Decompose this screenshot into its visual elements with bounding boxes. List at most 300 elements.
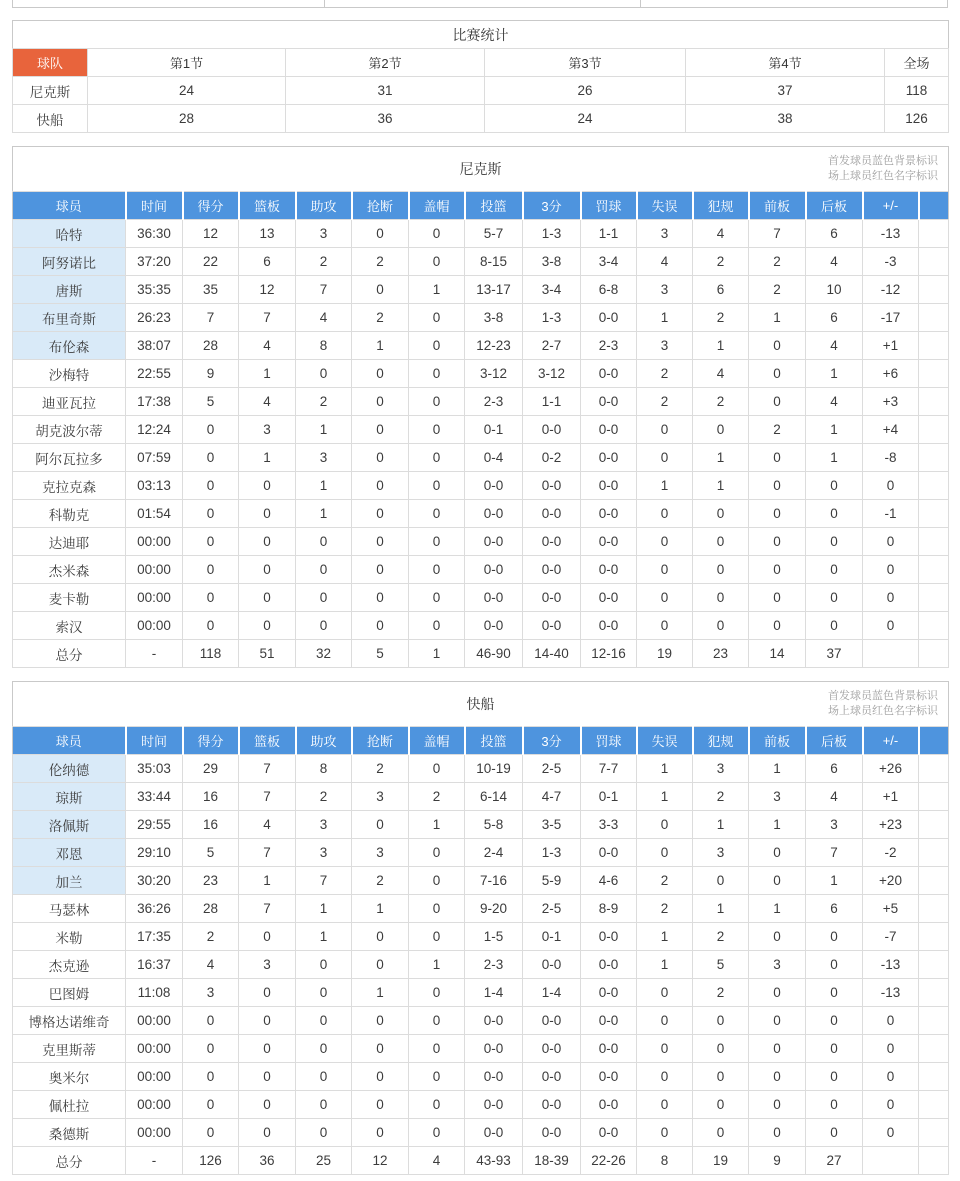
- stat-cell: 0: [637, 556, 693, 584]
- stat-cell: 0: [749, 1119, 806, 1147]
- starter-legend: [828, 154, 938, 184]
- stat-cell: 0-0: [581, 472, 637, 500]
- stat-cell: 0: [409, 839, 465, 867]
- stat-column-header: 罚球: [581, 192, 637, 220]
- stat-cell: 0: [806, 1035, 863, 1063]
- stat-cell: 0: [239, 472, 296, 500]
- team-column-header: 球队: [13, 49, 88, 77]
- stat-cell: 10: [806, 276, 863, 304]
- stat-column-header: +/-: [863, 192, 919, 220]
- stat-cell: 0: [352, 528, 409, 556]
- stat-cell: 0: [749, 923, 806, 951]
- stat-cell: 6-8: [581, 276, 637, 304]
- stat-cell: 7-7: [581, 755, 637, 783]
- stat-cell: 0: [749, 332, 806, 360]
- stat-cell: 0: [749, 444, 806, 472]
- stat-cell: 1: [296, 472, 352, 500]
- player-name-cell: 巴图姆: [13, 979, 126, 1007]
- legend-line-2: 场上球员红色名字标识: [828, 170, 938, 182]
- stat-cell: 0: [749, 472, 806, 500]
- stat-cell: 1: [352, 979, 409, 1007]
- box-header-row: [13, 727, 949, 755]
- stat-cell: [863, 640, 919, 668]
- stat-cell: 0-0: [581, 584, 637, 612]
- spacer-cell: [919, 951, 949, 979]
- stat-cell: 0: [183, 416, 239, 444]
- stat-cell: 51: [239, 640, 296, 668]
- stat-cell: 0: [637, 612, 693, 640]
- stat-cell: 0: [693, 500, 749, 528]
- stat-cell: 0: [296, 1063, 352, 1091]
- stat-column-header: 篮板: [239, 727, 296, 755]
- stat-cell: 0: [863, 528, 919, 556]
- stat-column-header: 得分: [183, 192, 239, 220]
- stat-cell: 1-4: [465, 979, 523, 1007]
- stat-cell: 14: [749, 640, 806, 668]
- stat-cell: +20: [863, 867, 919, 895]
- stat-cell: 2: [693, 248, 749, 276]
- player-name-cell: 伦纳德: [13, 755, 126, 783]
- stat-cell: 23: [693, 640, 749, 668]
- spacer-cell: [919, 444, 949, 472]
- quarter-score-cell: 38: [686, 105, 885, 133]
- stat-cell: 1: [239, 444, 296, 472]
- stat-column-header: 时间: [126, 192, 183, 220]
- spacer-cell: [919, 556, 949, 584]
- stat-cell: 0: [749, 528, 806, 556]
- stat-cell: 0: [183, 1007, 239, 1035]
- stat-cell: 0-1: [465, 416, 523, 444]
- stat-cell: 1-1: [581, 220, 637, 248]
- stat-cell: 3: [296, 811, 352, 839]
- stat-cell: 16: [183, 811, 239, 839]
- stat-cell: 0: [693, 528, 749, 556]
- stat-cell: -2: [863, 839, 919, 867]
- stat-cell: 3-4: [523, 276, 581, 304]
- quarter-stats-row: [13, 77, 949, 105]
- stat-cell: 22-26: [581, 1147, 637, 1175]
- stat-cell: 0-0: [581, 1007, 637, 1035]
- stat-cell: 7: [239, 783, 296, 811]
- player-name-cell: 杰米森: [13, 556, 126, 584]
- stat-cell: 2-5: [523, 755, 581, 783]
- stat-cell: 0: [239, 500, 296, 528]
- stat-cell: 03:13: [126, 472, 183, 500]
- spacer-cell: [919, 783, 949, 811]
- stat-cell: -1: [863, 500, 919, 528]
- stat-cell: +3: [863, 388, 919, 416]
- spacer-cell: [919, 1063, 949, 1091]
- stat-cell: 0-0: [581, 951, 637, 979]
- stat-cell: 0-0: [581, 1035, 637, 1063]
- stat-cell: 6-14: [465, 783, 523, 811]
- player-row: [13, 416, 949, 444]
- spacer-cell: [919, 248, 949, 276]
- stat-cell: 0: [409, 1119, 465, 1147]
- stat-cell: 1: [693, 895, 749, 923]
- stat-cell: 3: [693, 755, 749, 783]
- stat-cell: +23: [863, 811, 919, 839]
- stat-cell: 0: [637, 1119, 693, 1147]
- stat-cell: 0: [749, 500, 806, 528]
- stat-cell: -3: [863, 248, 919, 276]
- spacer-cell: [919, 276, 949, 304]
- player-name-cell: 布里奇斯: [13, 304, 126, 332]
- stat-cell: 3: [637, 276, 693, 304]
- stat-cell: 3: [693, 839, 749, 867]
- stat-cell: 0-0: [581, 1091, 637, 1119]
- player-row: [13, 612, 949, 640]
- player-row: [13, 1091, 949, 1119]
- stat-cell: -13: [863, 979, 919, 1007]
- player-name-cell: 奥米尔: [13, 1063, 126, 1091]
- stat-cell: 0: [183, 612, 239, 640]
- team-name-cell: 尼克斯: [13, 77, 88, 105]
- stat-cell: 0: [806, 951, 863, 979]
- stat-cell: 16:37: [126, 951, 183, 979]
- stat-cell: 1: [806, 867, 863, 895]
- total-label-cell: 总分: [13, 640, 126, 668]
- stat-cell: 0: [806, 472, 863, 500]
- stat-cell: 3: [183, 979, 239, 1007]
- stat-cell: 0-1: [523, 923, 581, 951]
- stat-cell: 3: [352, 839, 409, 867]
- spacer-cell: [919, 220, 949, 248]
- stat-cell: -7: [863, 923, 919, 951]
- stat-cell: 0: [806, 556, 863, 584]
- spacer-cell: [919, 895, 949, 923]
- stat-cell: 0-0: [523, 584, 581, 612]
- stat-cell: 0: [863, 1119, 919, 1147]
- spacer-cell: [919, 1007, 949, 1035]
- box-header-row: [13, 192, 949, 220]
- stat-cell: 16: [183, 783, 239, 811]
- stat-cell: 00:00: [126, 1119, 183, 1147]
- stat-cell: 8-15: [465, 248, 523, 276]
- stat-cell: 0: [352, 1091, 409, 1119]
- stat-cell: 1: [806, 444, 863, 472]
- stat-cell: 5: [183, 388, 239, 416]
- stat-cell: 28: [183, 332, 239, 360]
- stat-cell: 0: [409, 584, 465, 612]
- player-row: [13, 1119, 949, 1147]
- stat-cell: 2: [693, 388, 749, 416]
- stat-cell: 0: [637, 500, 693, 528]
- stat-cell: 3: [239, 951, 296, 979]
- stat-cell: 6: [806, 304, 863, 332]
- stat-column-header: 得分: [183, 727, 239, 755]
- player-row: [13, 1063, 949, 1091]
- stat-cell: 1-1: [523, 388, 581, 416]
- stat-cell: 46-90: [465, 640, 523, 668]
- stat-cell: +4: [863, 416, 919, 444]
- player-row: [13, 923, 949, 951]
- spacer-cell: [919, 388, 949, 416]
- stat-cell: 3: [296, 444, 352, 472]
- stat-cell: 0: [239, 1091, 296, 1119]
- stat-cell: 1: [749, 895, 806, 923]
- stat-cell: 0-0: [523, 1091, 581, 1119]
- stat-cell: 0-0: [465, 584, 523, 612]
- stat-cell: 0: [749, 1007, 806, 1035]
- stat-cell: 0-0: [581, 416, 637, 444]
- stat-cell: 37:20: [126, 248, 183, 276]
- stat-cell: 0: [637, 1035, 693, 1063]
- stat-cell: 0: [409, 1007, 465, 1035]
- spacer-cell: [919, 1035, 949, 1063]
- stat-cell: 1: [637, 755, 693, 783]
- stat-cell: 2-4: [465, 839, 523, 867]
- stat-cell: 0: [296, 360, 352, 388]
- spacer-cell: [919, 640, 949, 668]
- spacer-cell: [919, 472, 949, 500]
- stat-column-header: 3分: [523, 727, 581, 755]
- stat-cell: 0: [637, 584, 693, 612]
- stat-cell: 13: [239, 220, 296, 248]
- stat-cell: 7: [296, 276, 352, 304]
- player-row: [13, 783, 949, 811]
- stat-cell: 6: [806, 755, 863, 783]
- spacer-cell: [919, 1119, 949, 1147]
- stat-cell: 0: [352, 388, 409, 416]
- stat-cell: 0: [806, 1063, 863, 1091]
- stat-cell: 0-0: [523, 528, 581, 556]
- stat-cell: 0: [637, 979, 693, 1007]
- stat-cell: 0: [749, 556, 806, 584]
- spacer-cell: [919, 304, 949, 332]
- player-row: [13, 951, 949, 979]
- stat-cell: 1: [693, 472, 749, 500]
- stat-cell: 3-12: [465, 360, 523, 388]
- player-name-cell: 克里斯蒂: [13, 1035, 126, 1063]
- stat-column-header: 投篮: [465, 192, 523, 220]
- stat-column-header: 犯规: [693, 727, 749, 755]
- stat-cell: 1: [637, 783, 693, 811]
- stat-cell: 2-3: [465, 951, 523, 979]
- stat-cell: 0: [693, 1119, 749, 1147]
- stat-cell: 0: [183, 1063, 239, 1091]
- stat-cell: 0: [806, 979, 863, 1007]
- stat-cell: 5: [183, 839, 239, 867]
- stat-cell: 2: [296, 388, 352, 416]
- stat-cell: 9: [183, 360, 239, 388]
- truncated-table-divider: [640, 0, 641, 7]
- stat-cell: 0: [409, 304, 465, 332]
- stat-cell: -17: [863, 304, 919, 332]
- stat-cell: 0: [239, 612, 296, 640]
- stat-cell: 4: [239, 332, 296, 360]
- stat-cell: 0: [352, 1063, 409, 1091]
- stat-cell: 0: [409, 500, 465, 528]
- stat-cell: 35: [183, 276, 239, 304]
- stat-cell: 0: [749, 1063, 806, 1091]
- player-name-cell: 杰克逊: [13, 951, 126, 979]
- player-row: [13, 755, 949, 783]
- player-row: [13, 979, 949, 1007]
- stat-column-header: 后板: [806, 192, 863, 220]
- stat-cell: 1: [637, 472, 693, 500]
- stat-cell: 38:07: [126, 332, 183, 360]
- stat-cell: 0: [637, 811, 693, 839]
- stat-cell: 7: [296, 867, 352, 895]
- stat-column-header: 失误: [637, 727, 693, 755]
- player-name-cell: 胡克波尔蒂: [13, 416, 126, 444]
- stat-cell: 0: [806, 584, 863, 612]
- stat-cell: 0: [693, 612, 749, 640]
- stat-cell: 1: [409, 640, 465, 668]
- stat-cell: 1: [352, 332, 409, 360]
- player-name-cell: 唐斯: [13, 276, 126, 304]
- stat-cell: 0: [637, 1063, 693, 1091]
- stat-cell: 0: [352, 584, 409, 612]
- stat-cell: 2: [296, 248, 352, 276]
- stat-cell: 2: [693, 783, 749, 811]
- stat-cell: 6: [806, 895, 863, 923]
- stat-cell: 0: [749, 1091, 806, 1119]
- spacer-cell: [919, 839, 949, 867]
- stat-cell: 4: [409, 1147, 465, 1175]
- stat-cell: 0: [409, 979, 465, 1007]
- spacer-cell: [919, 500, 949, 528]
- stat-cell: 0: [409, 332, 465, 360]
- stat-cell: 18-39: [523, 1147, 581, 1175]
- stat-cell: 10-19: [465, 755, 523, 783]
- stat-cell: 0: [806, 1119, 863, 1147]
- stat-cell: 4: [806, 783, 863, 811]
- quarter-column-header: 第4节: [686, 49, 885, 77]
- stat-cell: 29:55: [126, 811, 183, 839]
- stat-cell: 0: [863, 612, 919, 640]
- spacer-cell: [919, 867, 949, 895]
- stat-cell: 0: [296, 1035, 352, 1063]
- player-row: [13, 248, 949, 276]
- stat-cell: 0: [352, 500, 409, 528]
- stat-cell: 3: [296, 839, 352, 867]
- stat-cell: 2-3: [465, 388, 523, 416]
- stat-cell: 4: [693, 220, 749, 248]
- stat-cell: 12: [352, 1147, 409, 1175]
- stat-cell: +6: [863, 360, 919, 388]
- stat-cell: 29: [183, 755, 239, 783]
- stat-cell: 27: [806, 1147, 863, 1175]
- stat-cell: 0: [183, 584, 239, 612]
- spacer-column-header: [919, 727, 949, 755]
- stat-cell: 0: [693, 1091, 749, 1119]
- stat-cell: 7: [239, 755, 296, 783]
- stat-cell: -8: [863, 444, 919, 472]
- player-row: [13, 839, 949, 867]
- stat-cell: 0: [296, 584, 352, 612]
- total-row: [13, 1147, 949, 1175]
- quarter-score-cell: 36: [286, 105, 485, 133]
- quarter-column-header: 全场: [885, 49, 949, 77]
- stat-cell: 3: [749, 951, 806, 979]
- stat-column-header: 盖帽: [409, 727, 465, 755]
- player-name-cell: 桑德斯: [13, 1119, 126, 1147]
- stat-cell: 0: [409, 220, 465, 248]
- stat-cell: 126: [183, 1147, 239, 1175]
- stat-cell: -: [126, 1147, 183, 1175]
- stat-cell: 3: [749, 783, 806, 811]
- quarter-stats-header-row: [13, 49, 949, 77]
- stat-cell: 3: [806, 811, 863, 839]
- stat-cell: 0: [409, 1035, 465, 1063]
- stat-cell: 00:00: [126, 1063, 183, 1091]
- spacer-cell: [919, 360, 949, 388]
- stat-cell: 1: [749, 304, 806, 332]
- truncated-table-top: [12, 0, 948, 8]
- stat-cell: 12:24: [126, 416, 183, 444]
- stat-cell: 2: [637, 388, 693, 416]
- spacer-cell: [919, 1091, 949, 1119]
- stat-cell: 1: [637, 951, 693, 979]
- player-name-cell: 麦卡勒: [13, 584, 126, 612]
- player-row: [13, 276, 949, 304]
- quarter-score-cell: 24: [88, 77, 286, 105]
- stat-column-header: 失误: [637, 192, 693, 220]
- stat-cell: 0-0: [581, 388, 637, 416]
- stat-cell: 0: [863, 1007, 919, 1035]
- stat-cell: 0-0: [465, 1007, 523, 1035]
- stat-cell: 0: [637, 1007, 693, 1035]
- stat-cell: 0: [409, 1091, 465, 1119]
- stat-cell: 0-0: [523, 1063, 581, 1091]
- stat-cell: 7: [749, 220, 806, 248]
- stat-cell: 0: [409, 612, 465, 640]
- stat-cell: 0: [637, 416, 693, 444]
- team-box-table-clippers: [12, 681, 949, 1175]
- stat-cell: 0: [239, 556, 296, 584]
- stat-cell: 12-23: [465, 332, 523, 360]
- stat-cell: 0: [352, 1035, 409, 1063]
- stat-cell: 7: [239, 839, 296, 867]
- stat-cell: 8: [296, 755, 352, 783]
- stat-cell: 0: [352, 472, 409, 500]
- player-name-cell: 沙梅特: [13, 360, 126, 388]
- stat-cell: 0: [352, 444, 409, 472]
- stat-cell: 0: [352, 951, 409, 979]
- spacer-cell: [919, 332, 949, 360]
- stat-cell: 0: [296, 556, 352, 584]
- stat-cell: 1-3: [523, 220, 581, 248]
- stat-cell: 2: [352, 304, 409, 332]
- stat-cell: 0: [749, 839, 806, 867]
- stat-cell: 0: [409, 444, 465, 472]
- stat-cell: 0-0: [465, 528, 523, 556]
- stat-cell: 7: [239, 304, 296, 332]
- stat-cell: 3-8: [465, 304, 523, 332]
- quarter-column-header: 第1节: [88, 49, 286, 77]
- spacer-cell: [919, 755, 949, 783]
- stat-cell: 1: [296, 416, 352, 444]
- stat-cell: 2: [637, 895, 693, 923]
- stat-cell: 0: [239, 1119, 296, 1147]
- spacer-cell: [919, 979, 949, 1007]
- stat-cell: 33:44: [126, 783, 183, 811]
- stat-cell: 0: [749, 388, 806, 416]
- player-name-cell: 琼斯: [13, 783, 126, 811]
- stat-cell: 0-0: [581, 1063, 637, 1091]
- stat-cell: 2: [749, 276, 806, 304]
- stat-cell: 0: [352, 612, 409, 640]
- stat-column-header: 助攻: [296, 192, 352, 220]
- stat-cell: 0: [749, 867, 806, 895]
- stat-cell: 0: [239, 1035, 296, 1063]
- stat-cell: 0: [352, 1007, 409, 1035]
- stat-cell: 0-0: [523, 612, 581, 640]
- team-title: 快船: [466, 696, 495, 712]
- stat-cell: 3: [296, 220, 352, 248]
